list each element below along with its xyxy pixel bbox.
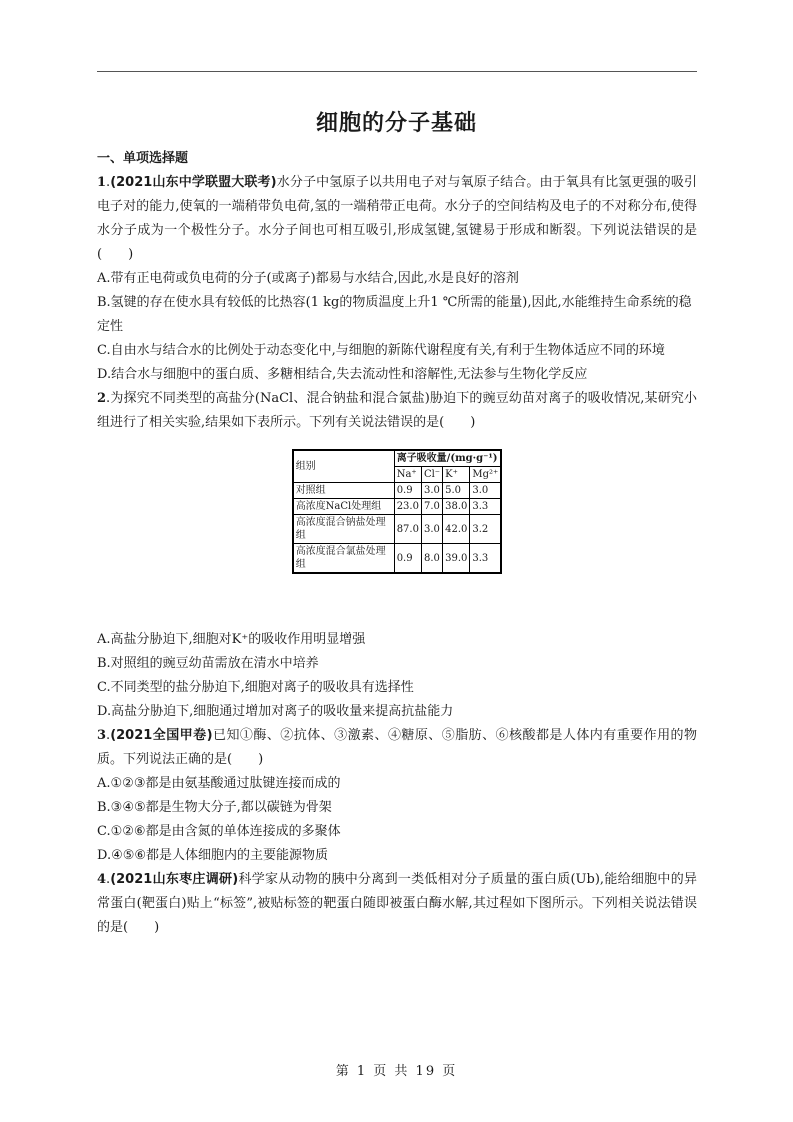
cell-cl: 3.0 [421,515,442,544]
table-row [293,483,502,499]
question-2-option-d: D.高盐分胁迫下,细胞通过增加对离子的吸收量来提高抗盐能力 [97,704,454,719]
row-group: 对照组 [293,483,395,499]
cell-na: 23.0 [394,499,421,515]
table-row [293,499,502,515]
page-title: 细胞的分子基础 [315,111,477,136]
question-2-option-a: A.高盐分胁迫下,细胞对K⁺的吸收作用明显增强 [97,632,366,647]
row-group: 高浓度NaCl处理组 [293,499,395,515]
question-2-text: 为探究不同类型的高盐分(NaCl、混合钠盐和混合氯盐)胁迫下的豌豆幼苗对离子的吸收情况,某研究小组进行了相关实验,结果如下表所示。下列有关说法错误的是( ) [97,391,697,430]
question-1-source: (2021山东中学联盟大联考) [110,175,277,190]
ion-na: Na⁺ [394,467,421,483]
cell-na: 0.9 [394,544,421,574]
question-3-number: 3 [97,728,107,743]
question-1-text: 水分子中氢原子以共用电子对与氧原子结合。由于氧具有比氢更强的吸引电子对的能力,使氧的一端稍带负电荷,氢的一端稍带正电荷。水分子的空间结构及电子的不对称分布,使得水分子成为一个极性分子。水分子间也可相互吸引,形成氢键,氢键易于形成和断裂。下列说法错误的是( ) [97,175,697,262]
cell-cl: 8.0 [421,544,442,574]
ion-mg: Mg²⁺ [470,467,501,483]
cell-cl: 7.0 [421,499,442,515]
question-3-stem: 3.(2021全国甲卷)已知①酶、②抗体、③激素、④糖原、⑤脂肪、⑥核酸都是人体内有重要作用的物质。下列说法正确的是( ) [97,728,697,767]
cell-mg: 3.3 [470,544,501,574]
cell-na: 87.0 [394,515,421,544]
question-3-text: 已知①酶、②抗体、③激素、④糖原、⑤脂肪、⑥核酸都是人体内有重要作用的物质。下列说法正确的是( ) [97,728,697,767]
ion-k: K⁺ [443,467,470,483]
question-4-source: (2021山东枣庄调研) [110,872,239,887]
ion-table-wrapper [97,449,697,574]
group-header: 组别 [293,450,395,483]
cell-na: 0.9 [394,483,421,499]
cell-k: 5.0 [443,483,470,499]
question-3-option-b: B.③④⑤都是生物大分子,都以碳链为骨架 [97,800,332,815]
question-4-number: 4 [97,872,107,887]
table-row [293,544,502,574]
question-1-number: 1 [97,175,107,190]
question-3-option-d: D.④⑤⑥都是人体细胞内的主要能源物质 [97,848,329,863]
cell-mg: 3.0 [470,483,501,499]
ion-absorption-table [292,449,503,574]
question-2-option-b: B.对照组的豌豆幼苗需放在清水中培养 [97,656,319,671]
question-3-option-a: A.①②③都是由氨基酸通过肽键连接而成的 [97,776,341,791]
ion-cl: Cl⁻ [421,467,442,483]
cell-k: 38.0 [443,499,470,515]
ion-header: 离子吸收量/(mg·g⁻¹) [394,450,501,467]
question-1-option-b: B.氢键的存在使水具有较低的比热容(1 kg的物质温度上升1 ℃所需的能量),因此,水能维持生命系统的稳定性 [97,295,692,334]
cell-mg: 3.3 [470,499,501,515]
document-body [97,147,697,940]
question-1-option-a: A.带有正电荷或负电荷的分子(或离子)都易与水结合,因此,水是良好的溶剂 [97,271,519,286]
table-header-row [293,450,502,467]
section-heading: 一、单项选择题 [97,151,189,166]
row-group: 高浓度混合氯盐处理组 [293,544,395,574]
question-2-number: 2 [97,391,107,406]
cell-mg: 3.2 [470,515,501,544]
question-4-stem: 4.(2021山东枣庄调研)科学家从动物的胰中分离到一类低相对分子质量的蛋白质(Ub),能给细胞中的异常蛋白(靶蛋白)贴上“标签”,被贴标签的靶蛋白随即被蛋白酶水解,其过程如下图所示。下列相关说法错误的是( ) [97,872,697,935]
question-3-option-c: C.①②⑥都是由含氮的单体连接成的多聚体 [97,824,341,839]
page-footer: 第 1 页 共 19 页 [335,1064,458,1079]
header-rule [97,71,697,72]
row-group: 高浓度混合钠盐处理组 [293,515,395,544]
question-2-option-c: C.不同类型的盐分胁迫下,细胞对离子的吸收具有选择性 [97,680,414,695]
question-1-option-d: D.结合水与细胞中的蛋白质、多糖相结合,失去流动性和溶解性,无法参与生物化学反应 [97,367,588,382]
cell-k: 39.0 [443,544,470,574]
question-1-stem: 1.(2021山东中学联盟大联考)水分子中氢原子以共用电子对与氧原子结合。由于氧具有比氢更强的吸引电子对的能力,使氧的一端稍带负电荷,氢的一端稍带正电荷。水分子的空间结构及电子的不对称分布,使得水分子成为一个极性分子。水分子间也可相互吸引,形成氢键,氢键易于形成和断裂。下列说法错误的是( ) [97,175,697,262]
cell-cl: 3.0 [421,483,442,499]
question-4-text: 科学家从动物的胰中分离到一类低相对分子质量的蛋白质(Ub),能给细胞中的异常蛋白(靶蛋白)贴上“标签”,被贴标签的靶蛋白随即被蛋白酶水解,其过程如下图所示。下列相关说法错误的是( ) [97,872,697,935]
question-1-option-c: C.自由水与结合水的比例处于动态变化中,与细胞的新陈代谢程度有关,有利于生物体适应不同的环境 [97,343,665,358]
question-3-source: (2021全国甲卷) [110,728,213,743]
cell-k: 42.0 [443,515,470,544]
question-2-stem: 2.为探究不同类型的高盐分(NaCl、混合钠盐和混合氯盐)胁迫下的豌豆幼苗对离子的吸收情况,某研究小组进行了相关实验,结果如下表所示。下列有关说法错误的是( ) [97,391,697,430]
table-row [293,515,502,544]
